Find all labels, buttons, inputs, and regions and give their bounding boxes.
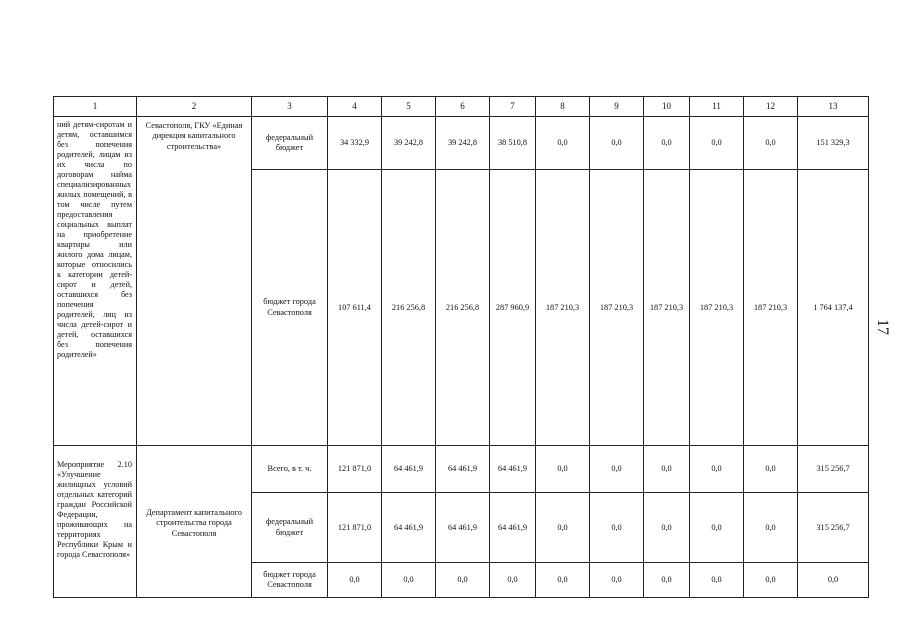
value-cell: 0,0: [590, 493, 644, 563]
value-cell: 121 871,0: [328, 446, 382, 493]
value-cell: 64 461,9: [382, 493, 436, 563]
funding-source: бюджет города Севастополя: [252, 563, 328, 598]
value-cell: 0,0: [590, 446, 644, 493]
header-cell: 6: [436, 97, 490, 117]
value-cell: 121 871,0: [328, 493, 382, 563]
header-cell: 10: [644, 97, 690, 117]
value-cell: 0,0: [744, 563, 798, 598]
value-cell: 0,0: [436, 563, 490, 598]
table-row: [54, 446, 869, 493]
value-cell: 187 210,3: [644, 170, 690, 446]
value-cell: 34 332,9: [328, 117, 382, 170]
value-cell: 216 256,8: [436, 170, 490, 446]
header-cell: 1: [54, 97, 137, 117]
value-cell: 0,0: [744, 493, 798, 563]
funding-source: федеральный бюджет: [252, 493, 328, 563]
header-cell: 9: [590, 97, 644, 117]
header-cell: 7: [490, 97, 536, 117]
page-number: 17: [874, 319, 891, 335]
value-cell: 64 461,9: [382, 446, 436, 493]
value-cell: 0,0: [644, 493, 690, 563]
value-cell: 0,0: [590, 117, 644, 170]
value-cell: 0,0: [536, 446, 590, 493]
measure-description: Мероприятие 2.10 «Улучшение жилищных условий отдельных категорий граждан Российской Федерации, проживающих на территориях Республики Крым и города Севастополя»: [54, 446, 137, 598]
value-cell: 287 960,9: [490, 170, 536, 446]
executor-cell: Севастополя, ГКУ «Единая дирекция капитального строительства»: [137, 117, 252, 446]
value-cell: 64 461,9: [436, 493, 490, 563]
header-cell: 12: [744, 97, 798, 117]
value-cell: 0,0: [744, 446, 798, 493]
value-cell: 216 256,8: [382, 170, 436, 446]
value-cell: 0,0: [644, 117, 690, 170]
funding-source: Всего, в т. ч.: [252, 446, 328, 493]
value-cell: 0,0: [490, 563, 536, 598]
value-cell: 0,0: [536, 493, 590, 563]
value-cell: 0,0: [590, 563, 644, 598]
header-cell: 3: [252, 97, 328, 117]
value-cell: 39 242,8: [382, 117, 436, 170]
total-cell: 151 329,3: [798, 117, 869, 170]
value-cell: 0,0: [690, 493, 744, 563]
total-cell: 0,0: [798, 563, 869, 598]
table-row: [54, 117, 869, 170]
measure-description: ний детям-сиротам и детям, оставшимся без попечения родителей, лицам из их числа по договорам найма специализированных жилых помещений, в том числе путем предоставления социальных выплат на приобретение квартиры или жилого дома лицам, которые относились к категории детей-сирот и детей, оставшихся без попечения родителей, лиц из числа детей-сирот и детей, оставшихся без попечения родителей»: [54, 117, 137, 446]
header-cell: 11: [690, 97, 744, 117]
value-cell: 187 210,3: [536, 170, 590, 446]
value-cell: 187 210,3: [690, 170, 744, 446]
header-cell: 2: [137, 97, 252, 117]
program-funding-table: [53, 96, 869, 598]
value-cell: 38 510,8: [490, 117, 536, 170]
total-cell: 1 764 137,4: [798, 170, 869, 446]
value-cell: 0,0: [644, 446, 690, 493]
total-cell: 315 256,7: [798, 493, 869, 563]
value-cell: 39 242,8: [436, 117, 490, 170]
value-cell: 107 611,4: [328, 170, 382, 446]
value-cell: 64 461,9: [436, 446, 490, 493]
header-cell: 8: [536, 97, 590, 117]
value-cell: 0,0: [690, 117, 744, 170]
value-cell: 64 461,9: [490, 446, 536, 493]
header-cell: 4: [328, 97, 382, 117]
header-cell: 5: [382, 97, 436, 117]
value-cell: 0,0: [690, 446, 744, 493]
executor-cell: Департамент капитального строительства города Севастополя: [137, 446, 252, 598]
value-cell: 187 210,3: [590, 170, 644, 446]
value-cell: 0,0: [536, 117, 590, 170]
value-cell: 64 461,9: [490, 493, 536, 563]
value-cell: 0,0: [382, 563, 436, 598]
value-cell: 187 210,3: [744, 170, 798, 446]
header-cell: 13: [798, 97, 869, 117]
value-cell: 0,0: [690, 563, 744, 598]
value-cell: 0,0: [644, 563, 690, 598]
value-cell: 0,0: [536, 563, 590, 598]
value-cell: 0,0: [744, 117, 798, 170]
total-cell: 315 256,7: [798, 446, 869, 493]
header-row: [54, 97, 869, 117]
value-cell: 0,0: [328, 563, 382, 598]
funding-source: федеральный бюджет: [252, 117, 328, 170]
funding-source: бюджет города Севастополя: [252, 170, 328, 446]
